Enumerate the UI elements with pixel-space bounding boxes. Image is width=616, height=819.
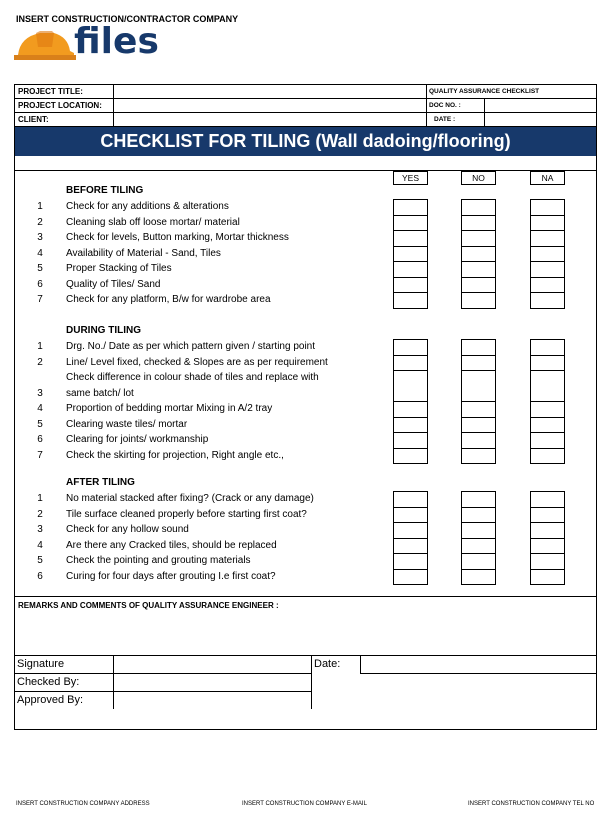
remarks-area[interactable]: [15, 612, 596, 654]
item-text: Clearing for joints/ workmanship: [66, 434, 209, 445]
page-title: CHECKLIST FOR TILING (Wall dadoing/flooring): [15, 127, 596, 156]
item-number: 3: [37, 387, 43, 399]
item-number: 1: [37, 341, 43, 352]
no-checkbox[interactable]: [461, 448, 496, 465]
item-number: 1: [37, 201, 43, 212]
yes-checkbox[interactable]: [393, 246, 428, 263]
yes-checkbox[interactable]: [393, 230, 428, 247]
no-checkbox[interactable]: [461, 507, 496, 524]
item-number: 5: [37, 555, 43, 566]
doc-no-label: DOC NO. :: [429, 102, 461, 109]
item-text: Drg. No./ Date as per which pattern given / starting point: [66, 341, 316, 352]
yes-checkbox[interactable]: [393, 569, 428, 586]
no-checkbox[interactable]: [461, 199, 496, 216]
section-title-before: BEFORE TILING: [66, 185, 144, 196]
no-checkbox[interactable]: [461, 432, 496, 449]
na-checkbox[interactable]: [530, 432, 565, 449]
item-number: 2: [37, 216, 43, 228]
item-number: 4: [37, 403, 43, 414]
na-checkbox[interactable]: [530, 553, 565, 570]
item-text: same batch/ lot: [66, 387, 134, 399]
item-number: 7: [37, 449, 43, 461]
yes-checkbox[interactable]: [393, 553, 428, 570]
na-checkbox[interactable]: [530, 199, 565, 216]
na-checkbox[interactable]: [530, 339, 565, 356]
no-checkbox[interactable]: [461, 370, 496, 402]
section-title-after: AFTER TILING: [66, 477, 135, 488]
item-text: Cleaning slab off loose mortar/ material: [66, 216, 240, 228]
signature-label: Signature: [17, 658, 65, 670]
yes-checkbox[interactable]: [393, 538, 428, 555]
item-number: 1: [37, 493, 43, 504]
na-checkbox[interactable]: [530, 401, 565, 418]
no-checkbox[interactable]: [461, 246, 496, 263]
na-checkbox[interactable]: [530, 370, 565, 402]
item-text: Line/ Level fixed, checked & Slopes are as per requirement: [66, 356, 328, 368]
yes-checkbox[interactable]: [393, 370, 428, 402]
item-text: Proportion of bedding mortar Mixing in A/2 tray: [66, 403, 273, 414]
item-number: 7: [37, 294, 43, 305]
na-checkbox[interactable]: [530, 491, 565, 508]
item-number: 6: [37, 278, 43, 290]
no-checkbox[interactable]: [461, 230, 496, 247]
checked-by-label: Checked By:: [17, 676, 80, 688]
yes-checkbox[interactable]: [393, 292, 428, 309]
no-checkbox[interactable]: [461, 491, 496, 508]
item-number: 2: [37, 508, 43, 520]
signoff-date-label: Date:: [314, 658, 341, 670]
no-checkbox[interactable]: [461, 401, 496, 418]
na-checkbox[interactable]: [530, 522, 565, 539]
na-checkbox[interactable]: [530, 230, 565, 247]
qa-checklist-label: QUALITY ASSURANCE CHECKLIST: [429, 88, 540, 95]
yes-checkbox[interactable]: [393, 491, 428, 508]
item-text: Proper Stacking of Tiles: [66, 263, 172, 274]
item-text: Check for levels, Button marking, Mortar thickness: [66, 232, 289, 243]
checklist-form: [14, 84, 597, 730]
na-checkbox[interactable]: [530, 538, 565, 555]
item-text: Are there any Cracked tiles, should be replaced: [66, 539, 277, 551]
no-checkbox[interactable]: [461, 569, 496, 586]
na-checkbox[interactable]: [530, 246, 565, 263]
item-number: 2: [37, 356, 43, 368]
item-number: 6: [37, 434, 43, 445]
item-text: Tile surface cleaned properly before starting first coat?: [66, 508, 307, 520]
item-text: Check for any hollow sound: [66, 524, 189, 535]
item-number: 4: [37, 539, 43, 551]
no-checkbox[interactable]: [461, 292, 496, 309]
hardhat-icon: [14, 27, 76, 63]
no-checkbox[interactable]: [461, 538, 496, 555]
approved-by-label: Approved By:: [17, 694, 84, 706]
na-checkbox[interactable]: [530, 417, 565, 434]
na-checkbox[interactable]: [530, 215, 565, 232]
yes-checkbox[interactable]: [393, 401, 428, 418]
yes-checkbox[interactable]: [393, 355, 428, 372]
yes-checkbox[interactable]: [393, 215, 428, 232]
item-number: 6: [37, 570, 43, 582]
na-checkbox[interactable]: [530, 448, 565, 465]
footer-tel: INSERT CONSTRUCTION COMPANY TEL NO: [468, 801, 595, 807]
item-text: Check for any additions & alterations: [66, 201, 229, 212]
date-label: DATE :: [434, 116, 456, 123]
yes-column-header: YES: [393, 171, 428, 185]
no-checkbox[interactable]: [461, 417, 496, 434]
na-checkbox[interactable]: [530, 355, 565, 372]
footer-email: INSERT CONSTRUCTION COMPANY E-MAIL: [242, 801, 367, 807]
no-column-header: NO: [461, 171, 496, 185]
no-checkbox[interactable]: [461, 277, 496, 294]
item-number: 3: [37, 232, 43, 243]
section-title-during: DURING TILING: [66, 325, 141, 336]
remarks-label: REMARKS AND COMMENTS OF QUALITY ASSURANCE ENGINEER :: [18, 601, 279, 610]
yes-checkbox[interactable]: [393, 448, 428, 465]
yes-checkbox[interactable]: [393, 199, 428, 216]
client-label: CLIENT:: [18, 115, 49, 124]
no-checkbox[interactable]: [461, 261, 496, 278]
logo-text: files: [74, 21, 159, 62]
na-checkbox[interactable]: [530, 261, 565, 278]
item-text: Quality of Tiles/ Sand: [66, 278, 161, 290]
yes-checkbox[interactable]: [393, 277, 428, 294]
item-text: Check the pointing and grouting materials: [66, 555, 251, 566]
item-text: Check the skirting for projection, Right angle etc.,: [66, 449, 284, 461]
item-text: No material stacked after fixing? (Crack or any damage): [66, 493, 314, 504]
no-checkbox[interactable]: [461, 522, 496, 539]
project-location-label: PROJECT LOCATION:: [18, 101, 102, 110]
no-checkbox[interactable]: [461, 215, 496, 232]
item-number: 5: [37, 418, 43, 430]
yes-checkbox[interactable]: [393, 522, 428, 539]
na-checkbox[interactable]: [530, 507, 565, 524]
item-text: Check for any platform, B/w for wardrobe area: [66, 294, 271, 305]
yes-checkbox[interactable]: [393, 261, 428, 278]
company-logo: [14, 21, 174, 65]
no-checkbox[interactable]: [461, 553, 496, 570]
no-checkbox[interactable]: [461, 339, 496, 356]
item-text: Curing for four days after grouting I.e first coat?: [66, 570, 276, 582]
company-name: INSERT CONSTRUCTION/CONTRACTOR COMPANY: [16, 14, 239, 24]
yes-checkbox[interactable]: [393, 339, 428, 356]
na-checkbox[interactable]: [530, 292, 565, 309]
item-number: 5: [37, 263, 43, 274]
na-column-header: NA: [530, 171, 565, 185]
project-title-label: PROJECT TITLE:: [18, 87, 83, 96]
yes-checkbox[interactable]: [393, 507, 428, 524]
footer-address: INSERT CONSTRUCTION COMPANY ADDRESS: [16, 801, 150, 807]
item-number: 3: [37, 524, 43, 535]
item-text: Clearing waste tiles/ mortar: [66, 418, 188, 430]
no-checkbox[interactable]: [461, 355, 496, 372]
item-text: Availability of Material - Sand, Tiles: [66, 247, 221, 259]
item-text: Check difference in colour shade of tiles and replace with: [66, 372, 319, 383]
yes-checkbox[interactable]: [393, 432, 428, 449]
na-checkbox[interactable]: [530, 277, 565, 294]
item-number: 4: [37, 247, 43, 259]
yes-checkbox[interactable]: [393, 417, 428, 434]
na-checkbox[interactable]: [530, 569, 565, 586]
